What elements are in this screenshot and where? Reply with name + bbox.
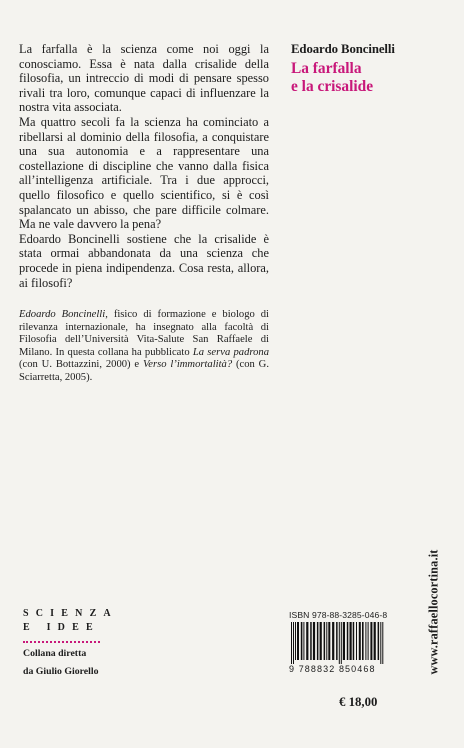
- author-bio: [19, 309, 269, 384]
- series-direction: da Giulio Giorello: [23, 665, 99, 677]
- barcode-bar: [293, 622, 294, 664]
- series-name-line: E IDEE: [23, 622, 100, 633]
- series-direction: Collana diretta: [23, 648, 87, 659]
- barcode-bar: [306, 622, 308, 660]
- barcode-bar: [368, 622, 369, 660]
- isbn-digits: 9 788832 850468: [289, 664, 376, 674]
- barcode-bar: [297, 622, 299, 660]
- barcode-bar: [303, 622, 304, 660]
- author-name: Edoardo Boncinelli: [291, 42, 395, 56]
- barcode-bar: [313, 622, 315, 660]
- barcode-bar: [328, 622, 330, 660]
- barcode-bar: [374, 622, 376, 660]
- blurb-paragraph: Edoardo Boncinelli sostiene che la crisalide è stata ormai abbandonata da una scienza che procede in piena indipendenza. Cosa resta, allora, ai filosofi?: [19, 231, 269, 290]
- series-block: [23, 607, 118, 678]
- barcode-bar: [295, 622, 296, 660]
- barcode-bar: [382, 622, 383, 664]
- series-name-line: SCIENZA: [23, 608, 118, 619]
- price: € 18,00: [339, 695, 378, 709]
- publisher-website: [424, 532, 444, 692]
- blurb-paragraph: La farfalla è la scienza come noi oggi la conosciamo. Essa è nata dalla crisalide della filosofia, un intreccio di modi di pensare spesso rivali tra loro, comunque capaci di influenzare la nostra vita associata.: [19, 42, 269, 115]
- barcode-bar: [332, 622, 334, 660]
- barcode-bar: [310, 622, 312, 660]
- barcode-bar: [317, 622, 319, 660]
- back-cover-blurb: [19, 42, 269, 290]
- barcode-bar: [326, 622, 327, 660]
- blurb-paragraph: Ma quattro secoli fa la scienza ha cominciato a ribellarsi al dominio della filosofia, a conquistare una sua autonomia e a rappresentare una costellazione di discipline che vanno dalla fisica all’intelligenza artificiale. Tra i due approcci, quello filosofico e quello scientifico, si è così spalancato un abisso, che pare difficile colmare. Ma ne vale davvero la pena?: [19, 114, 269, 232]
- bio-author-name: Edoardo Boncinelli: [19, 309, 106, 320]
- barcode-bar: [347, 622, 349, 660]
- barcode-bar: [370, 622, 372, 660]
- series-divider: [23, 641, 100, 643]
- barcode-icon: [289, 622, 401, 664]
- book-title-line: La farfalla: [291, 60, 362, 77]
- barcode-bar: [359, 622, 361, 660]
- barcode-bar: [378, 622, 380, 660]
- barcode-bar: [353, 622, 355, 660]
- barcode-bar: [301, 622, 303, 660]
- bio-text: (con G. Sciarretta, 2005).: [19, 359, 269, 383]
- barcode-bar: [380, 622, 381, 664]
- barcode-bar: [336, 622, 338, 660]
- barcode-bar: [350, 622, 352, 660]
- bio-book-title: Verso l’immortalità?: [142, 359, 233, 370]
- isbn-label: ISBN 978-88-3285-046-8: [289, 610, 388, 620]
- barcode-bar: [291, 622, 292, 664]
- barcode-bar: [324, 622, 326, 660]
- barcode-bar: [320, 622, 322, 660]
- bio-text: (con U. Bottazzini, 2000) e: [19, 359, 143, 370]
- barcode-bar: [365, 622, 366, 660]
- bio-book-title: La serva padrona: [192, 346, 269, 358]
- barcode-bar: [339, 622, 340, 664]
- book-title: [291, 60, 373, 96]
- barcode-bar: [343, 622, 345, 660]
- publisher-website-text: www.raffaellocortina.it: [426, 549, 441, 675]
- barcode-bar: [356, 622, 357, 660]
- barcode-bar: [362, 622, 364, 660]
- barcode-bar: [341, 622, 342, 664]
- book-title-line: e la crisalide: [291, 78, 374, 95]
- bio-text: , fisico di formazione e biologo di rilevanza internazionale, ha insegnato alla facoltà di Filosofia dell’Università Vita-Salute San Raffaele di Milano. In questa collana ha pubblicato: [19, 309, 269, 358]
